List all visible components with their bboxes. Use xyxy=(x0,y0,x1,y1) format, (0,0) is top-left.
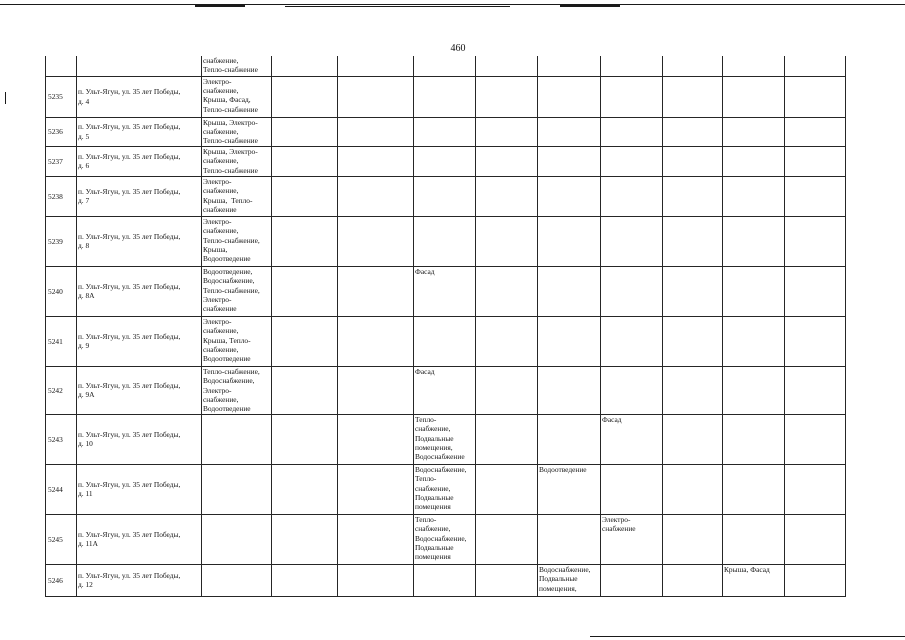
work-cell: Тепло- снабжение, Подвальные помещения, Водоснабжение xyxy=(414,414,476,464)
work-cell xyxy=(414,76,476,117)
work-cell xyxy=(476,414,538,464)
work-cell xyxy=(723,266,785,316)
work-cell xyxy=(663,176,723,216)
work-cell: Фасад xyxy=(414,266,476,316)
table-row xyxy=(46,176,846,216)
work-cell xyxy=(414,56,476,76)
work-cell xyxy=(785,266,846,316)
work-cell xyxy=(414,564,476,596)
work-cell xyxy=(338,176,414,216)
work-types-cell: Электро- снабжение, Крыша, Фасад, Тепло-снабжение xyxy=(202,76,272,117)
work-cell xyxy=(601,176,663,216)
work-cell xyxy=(601,117,663,146)
work-cell xyxy=(414,216,476,266)
scan-artifact-line xyxy=(560,5,620,7)
work-cell xyxy=(663,76,723,117)
work-cell xyxy=(538,266,601,316)
work-cell xyxy=(338,146,414,176)
work-cell xyxy=(338,316,414,366)
work-cell xyxy=(723,76,785,117)
work-cell: Крыша, Фасад xyxy=(723,564,785,596)
work-cell xyxy=(723,216,785,266)
work-cell xyxy=(538,366,601,414)
row-address: п. Ульт-Ягун, ул. 35 лет Победы, д. 11А xyxy=(77,514,202,564)
row-number xyxy=(46,56,77,76)
work-cell xyxy=(476,117,538,146)
work-cell xyxy=(663,117,723,146)
row-number: 5244 xyxy=(46,464,77,514)
work-cell xyxy=(272,564,338,596)
work-cell xyxy=(476,56,538,76)
work-cell: Тепло- снабжение, Водоснабжение, Подвальные помещения xyxy=(414,514,476,564)
work-cell xyxy=(723,117,785,146)
work-cell xyxy=(785,366,846,414)
work-cell xyxy=(785,146,846,176)
row-number: 5239 xyxy=(46,216,77,266)
row-address: п. Ульт-Ягун, ул. 35 лет Победы, д. 5 xyxy=(77,117,202,146)
work-cell xyxy=(272,266,338,316)
work-cell xyxy=(414,117,476,146)
work-cell xyxy=(476,514,538,564)
work-cell xyxy=(272,366,338,414)
work-cell xyxy=(601,146,663,176)
work-cell xyxy=(785,216,846,266)
row-number: 5236 xyxy=(46,117,77,146)
work-cell xyxy=(538,176,601,216)
work-cell xyxy=(723,514,785,564)
work-cell xyxy=(723,366,785,414)
buildings-table xyxy=(45,56,846,597)
work-cell xyxy=(785,564,846,596)
work-cell: Фасад xyxy=(601,414,663,464)
work-cell xyxy=(785,464,846,514)
work-types-cell: Водоотведение, Водоснабжение, Тепло-снабжение, Электро- снабжение xyxy=(202,266,272,316)
page-number: 460 xyxy=(450,43,466,54)
work-cell xyxy=(785,76,846,117)
row-address: п. Ульт-Ягун, ул. 35 лет Победы, д. 7 xyxy=(77,176,202,216)
work-cell xyxy=(538,56,601,76)
work-types-cell: Крыша, Электро- снабжение, Тепло-снабжение xyxy=(202,117,272,146)
work-cell: Электро- снабжение xyxy=(601,514,663,564)
work-cell xyxy=(601,56,663,76)
work-types-cell: Электро- снабжение, Крыша, Тепло- снабжение, Водоотведение xyxy=(202,316,272,366)
work-cell xyxy=(538,316,601,366)
table-row xyxy=(46,366,846,414)
work-cell: Водоснабжение, Тепло- снабжение, Подвальные помещения xyxy=(414,464,476,514)
work-cell xyxy=(272,316,338,366)
scan-artifact-line xyxy=(0,4,905,5)
work-cell xyxy=(476,464,538,514)
row-address: п. Ульт-Ягун, ул. 35 лет Победы, д. 6 xyxy=(77,146,202,176)
work-types-cell: Тепло-снабжение, Водоснабжение, Электро- снабжение, Водоотведение xyxy=(202,366,272,414)
work-cell xyxy=(272,117,338,146)
row-number: 5242 xyxy=(46,366,77,414)
work-cell xyxy=(476,146,538,176)
work-cell xyxy=(538,117,601,146)
work-cell xyxy=(272,414,338,464)
work-cell xyxy=(723,56,785,76)
scan-artifact-line xyxy=(5,92,6,104)
work-cell xyxy=(723,146,785,176)
work-cell xyxy=(663,266,723,316)
table-body xyxy=(46,56,846,596)
work-cell xyxy=(723,176,785,216)
table-row xyxy=(46,146,846,176)
row-number: 5246 xyxy=(46,564,77,596)
work-cell xyxy=(338,564,414,596)
work-cell xyxy=(476,176,538,216)
work-cell xyxy=(785,117,846,146)
work-cell xyxy=(338,414,414,464)
work-cell xyxy=(538,76,601,117)
work-cell xyxy=(538,216,601,266)
work-cell xyxy=(476,76,538,117)
work-cell: Фасад xyxy=(414,366,476,414)
work-cell xyxy=(663,56,723,76)
scan-artifact-line xyxy=(195,5,245,7)
work-cell xyxy=(601,464,663,514)
work-cell xyxy=(723,316,785,366)
work-cell xyxy=(338,56,414,76)
work-cell xyxy=(601,266,663,316)
row-address: п. Ульт-Ягун, ул. 35 лет Победы, д. 9А xyxy=(77,366,202,414)
work-types-cell xyxy=(202,464,272,514)
work-cell xyxy=(663,414,723,464)
work-cell xyxy=(338,76,414,117)
table-row xyxy=(46,216,846,266)
work-cell xyxy=(272,514,338,564)
work-types-cell xyxy=(202,414,272,464)
table-row xyxy=(46,414,846,464)
work-cell xyxy=(272,216,338,266)
work-cell xyxy=(601,316,663,366)
work-types-cell: Электро- снабжение, Тепло-снабжение, Крыша, Водоотведение xyxy=(202,216,272,266)
work-cell xyxy=(272,56,338,76)
row-address: п. Ульт-Ягун, ул. 35 лет Победы, д. 8А xyxy=(77,266,202,316)
work-cell xyxy=(414,146,476,176)
work-cell xyxy=(338,117,414,146)
work-types-cell: Крыша, Электро- снабжение, Тепло-снабжение xyxy=(202,146,272,176)
work-cell xyxy=(338,514,414,564)
work-cell xyxy=(785,514,846,564)
row-address: п. Ульт-Ягун, ул. 35 лет Победы, д. 8 xyxy=(77,216,202,266)
work-cell xyxy=(785,176,846,216)
work-cell xyxy=(338,216,414,266)
row-address: п. Ульт-Ягун, ул. 35 лет Победы, д. 10 xyxy=(77,414,202,464)
work-cell xyxy=(785,56,846,76)
table-row xyxy=(46,316,846,366)
work-cell xyxy=(414,316,476,366)
table-row xyxy=(46,76,846,117)
work-cell xyxy=(663,564,723,596)
work-cell xyxy=(476,564,538,596)
work-cell xyxy=(338,464,414,514)
row-number: 5241 xyxy=(46,316,77,366)
work-cell xyxy=(272,176,338,216)
row-number: 5237 xyxy=(46,146,77,176)
row-number: 5243 xyxy=(46,414,77,464)
work-cell xyxy=(414,176,476,216)
row-number: 5245 xyxy=(46,514,77,564)
work-cell xyxy=(723,464,785,514)
table-row xyxy=(46,464,846,514)
work-cell xyxy=(723,414,785,464)
table-row xyxy=(46,56,846,76)
row-address: п. Ульт-Ягун, ул. 35 лет Победы, д. 4 xyxy=(77,76,202,117)
table-row xyxy=(46,117,846,146)
work-cell: Водоотведение xyxy=(538,464,601,514)
work-cell xyxy=(338,266,414,316)
row-address: п. Ульт-Ягун, ул. 35 лет Победы, д. 12 xyxy=(77,564,202,596)
row-address xyxy=(77,56,202,76)
work-cell xyxy=(663,216,723,266)
work-cell xyxy=(538,414,601,464)
work-cell xyxy=(476,366,538,414)
row-number: 5240 xyxy=(46,266,77,316)
work-types-cell xyxy=(202,564,272,596)
row-number: 5238 xyxy=(46,176,77,216)
work-cell xyxy=(601,216,663,266)
row-number: 5235 xyxy=(46,76,77,117)
work-cell xyxy=(663,464,723,514)
work-cell xyxy=(663,316,723,366)
work-cell: Водоснабжение, Подвальные помещения, xyxy=(538,564,601,596)
work-cell xyxy=(663,366,723,414)
work-cell xyxy=(272,146,338,176)
work-cell xyxy=(476,316,538,366)
work-types-cell: Электро- снабжение, Крыша, Тепло- снабжение xyxy=(202,176,272,216)
table-row xyxy=(46,266,846,316)
work-cell xyxy=(663,514,723,564)
work-cell xyxy=(785,414,846,464)
work-cell xyxy=(338,366,414,414)
work-types-cell xyxy=(202,514,272,564)
work-cell xyxy=(476,216,538,266)
work-cell xyxy=(272,464,338,514)
work-types-cell: снабжение, Тепло-снабжение xyxy=(202,56,272,76)
work-cell xyxy=(476,266,538,316)
work-cell xyxy=(538,146,601,176)
work-cell xyxy=(601,76,663,117)
table-row xyxy=(46,514,846,564)
table-row xyxy=(46,564,846,596)
row-address: п. Ульт-Ягун, ул. 35 лет Победы, д. 9 xyxy=(77,316,202,366)
work-cell xyxy=(601,564,663,596)
scan-artifact-line xyxy=(285,6,510,7)
row-address: п. Ульт-Ягун, ул. 35 лет Победы, д. 11 xyxy=(77,464,202,514)
work-cell xyxy=(601,366,663,414)
work-cell xyxy=(272,76,338,117)
work-cell xyxy=(785,316,846,366)
work-cell xyxy=(663,146,723,176)
work-cell xyxy=(538,514,601,564)
scan-artifact-line xyxy=(590,636,905,637)
